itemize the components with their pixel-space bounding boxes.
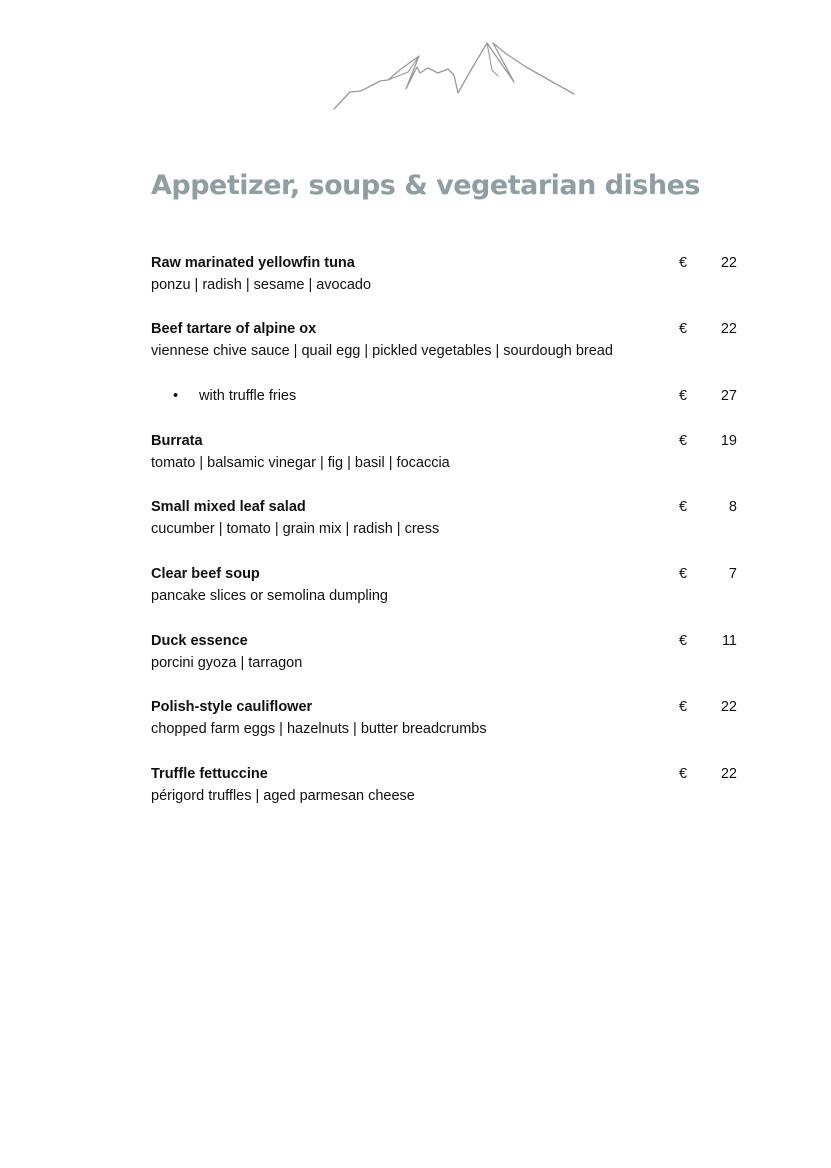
dish-description: chopped farm eggs | hazelnuts | butter breadcrumbs [151, 721, 487, 737]
section-title: Appetizer, soups & vegetarian dishes [151, 170, 700, 201]
dish-price: 22 [720, 699, 737, 715]
currency-symbol: € [679, 433, 688, 449]
dish-name: Raw marinated yellowfin tuna [151, 255, 355, 271]
dish-name: Beef tartare of alpine ox [151, 321, 317, 337]
dish-name: Small mixed leaf salad [151, 499, 306, 515]
dish-name: Polish-style cauliflower [151, 699, 313, 715]
menu-item [151, 632, 741, 676]
currency-symbol: € [679, 566, 688, 582]
menu-item [151, 254, 741, 298]
menu-item [151, 565, 741, 609]
mountain-logo-icon [330, 38, 580, 114]
dish-description: pancake slices or semolina dumpling [151, 588, 388, 604]
bullet-icon: • [173, 388, 179, 404]
dish-description: porcini gyoza | tarragon [151, 655, 303, 671]
dish-description: cucumber | tomato | grain mix | radish | cress [151, 521, 440, 537]
dish-price: 22 [720, 766, 737, 782]
dish-price: 22 [720, 255, 737, 271]
menu-item [151, 765, 741, 809]
currency-symbol: € [679, 766, 688, 782]
menu-item-option [151, 387, 741, 407]
dish-name: Duck essence [151, 633, 248, 649]
menu-item [151, 698, 741, 742]
dish-price: 19 [720, 433, 737, 449]
menu-item [151, 498, 741, 542]
dish-name: Clear beef soup [151, 566, 260, 582]
currency-symbol: € [679, 499, 688, 515]
dish-name: Truffle fettuccine [151, 766, 268, 782]
currency-symbol: € [679, 321, 688, 337]
option-name: with truffle fries [199, 388, 297, 404]
dish-description: périgord truffles | aged parmesan cheese [151, 788, 415, 804]
dish-description: viennese chive sauce | quail egg | pickled vegetables | sourdough bread [151, 343, 613, 359]
dish-price: 8 [728, 499, 737, 515]
dish-price: 11 [721, 633, 737, 649]
dish-price: 22 [720, 321, 737, 337]
currency-symbol: € [679, 388, 688, 404]
menu-item [151, 320, 741, 364]
currency-symbol: € [679, 633, 688, 649]
currency-symbol: € [679, 255, 688, 271]
option-price: 27 [720, 388, 737, 404]
dish-description: ponzu | radish | sesame | avocado [151, 277, 372, 293]
menu-item [151, 432, 741, 476]
dish-price: 7 [728, 566, 737, 582]
dish-description: tomato | balsamic vinegar | fig | basil | focaccia [151, 455, 450, 471]
dish-name: Burrata [151, 433, 203, 449]
currency-symbol: € [679, 699, 688, 715]
